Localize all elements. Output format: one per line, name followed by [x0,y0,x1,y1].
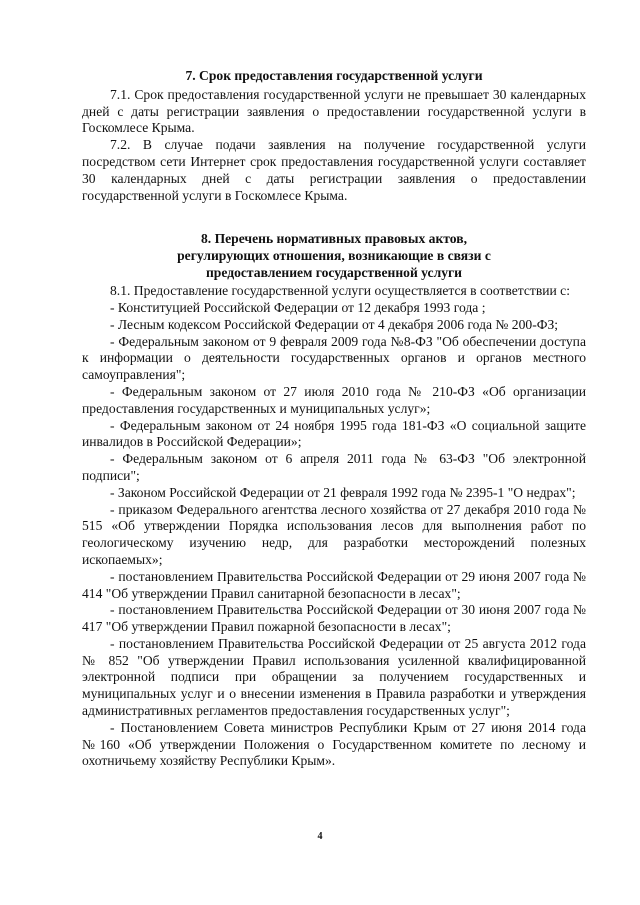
paragraph-7-1: 7.1. Срок предоставления государственной услуги не превышает 30 календарных дней с даты регистрации заявления о предоставлении государственной услуги в Госкомлесе Крыма. [82,86,586,136]
section-8-title-line-2: регулирующих отношения, возникающие в связи с [177,247,491,263]
list-item: - постановлением Правительства Российской Федерации от 30 июня 2007 года № 417 "Об утверждении Правил пожарной безопасности в лесах"; [82,602,586,635]
page-number: 4 [317,831,323,842]
list-item: - Законом Российской Федерации от 21 февраля 1992 года № 2395-1 "О недрах"; [110,484,576,500]
list-item: - Федеральным законом от 27 июля 2010 года № 210-ФЗ «Об организации предоставления государственных и муниципальных услуг»; [82,383,586,416]
section-8-title-line-3: предоставлением государственной услуги [205,264,463,280]
list-item: - Федеральным законом от 6 апреля 2011 года № 63-ФЗ "Об электронной подписи"; [82,451,586,483]
section-7 [82,68,586,204]
list-item: - Федеральным законом от 9 февраля 2009 года №8-ФЗ "Об обеспечении доступа к информации о деятельности государственных органов и органов местного самоуправления"; [82,333,586,383]
list-item: - постановлением Правительства Российской Федерации от 25 августа 2012 года № 852 "Об утверждении Правил использования усиленной квалифицированной электронной подписи при обращении за получением государственных и муниципальных услуг и о внесении изменения в Правила разработки и утверждения административных регламентов предоставления государственных услуг"; [82,635,586,719]
paragraph-8-1: 8.1. Предоставление государственной услуги осуществляется в соответствии с: [110,283,570,299]
list-item: - Лесным кодексом Российской Федерации от 4 декабря 2006 года № 200-ФЗ; [110,316,559,332]
list-item: - Конституцией Российской Федерации от 12 декабря 1993 года ; [110,299,486,315]
document-body [82,68,586,770]
list-item: - Федеральным законом от 24 ноября 1995 года 181-ФЗ «О социальной защите инвалидов в Российской Федерации»; [82,417,586,450]
section-8-title-line-1: 8. Перечень нормативных правовых актов, [200,231,468,247]
section-8 [82,231,586,770]
list-item: - Постановлением Совета министров Республики Крым от 27 июня 2014 года №160 «Об утверждении Положения о Государственном комитете по лесному и охотничьему хозяйству Республики Крым». [82,719,586,769]
paragraph-7-2: 7.2. В случае подачи заявления на получение государственной услуги посредством сети Интернет срок предоставления государственной услуги составляет 30 календарных дней с даты регистрации заявления о предоставлении государственной услуги в Госкомлесе Крыма. [82,137,586,203]
section-7-title: 7. Срок предоставления государственной услуги [185,68,483,83]
list-item: - приказом Федерального агентства лесного хозяйства от 27 декабря 2010 года № 515 «Об утверждении Порядка использования лесов для выполнения работ по геологическому изучению недр, для разработки месторождений полезных ископаемых»; [82,501,586,567]
list-item: - постановлением Правительства Российской Федерации от 29 июня 2007 года № 414 "Об утверждении Правил санитарной безопасности в лесах"; [82,568,586,601]
legal-acts-list [82,283,586,770]
